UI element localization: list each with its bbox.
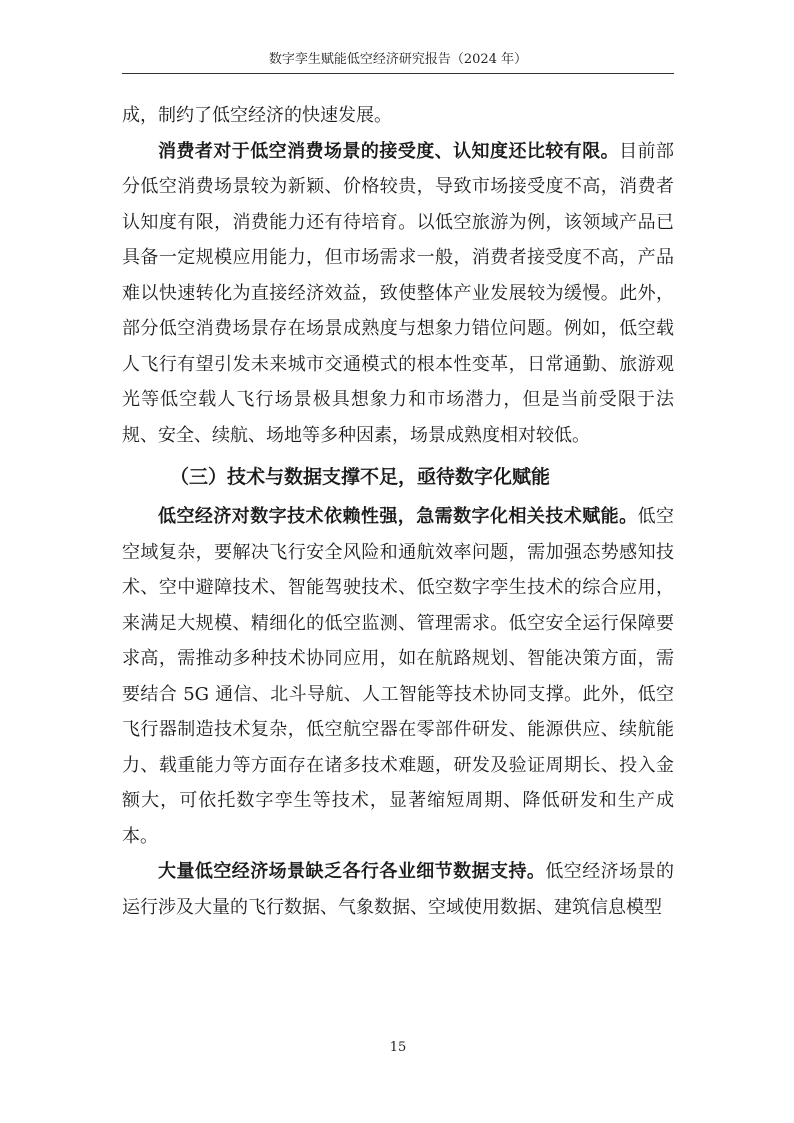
section-heading: （三）技术与数据支撑不足，亟待数字化赋能 xyxy=(170,466,551,488)
page-number: 15 xyxy=(389,1040,407,1055)
paragraph-text: 低空空域复杂，要解决飞行安全风险和通航效率问题，需加强态势感知技术、空中避障技术、智能驾驶技术、低空数字孪生技术的综合应用，来满足大规模、精细化的低空监测、管理需求。低空安全运行保障要求高，需推动多种技术协同应用，如在航路规划、智能决策方面，需要结合 5G 通信、北斗导航、人工智能等技术协同支撑。此外，低空飞行器制造技术复杂，低空航空器在零部件研发、能源供应、续航能力、载重能力等方面存在诸多技术难题，研发及验证周期长、投入金额大，可依托数字孪生等技术，显著缩短周期、降低研发和生产成本。 xyxy=(122,506,675,847)
paragraph-lead: 消费者对于低空消费场景的接受度、认知度还比较有限。 xyxy=(158,140,620,162)
paragraph-text: 目前部分低空消费场景较为新颖、价格较贵，导致市场接受度不高，消费者认知度有限，消费能力还有待培育。以低空旅游为例，该领域产品已具备一定规模应用能力，但市场需求一般，消费者接受度不高，产品难以快速转化为直接经济效益，致使整体产业发展较为缓慢。此外，部分低空消费场景存在场景成熟度与想象力错位问题。例如，低空载人飞行有望引发未来城市交通模式的根本性变革，日常通勤、旅游观光等低空载人飞行场景极具想象力和市场潜力，但是当前受限于法规、安全、续航、场地等多种因素，场景成熟度相对较低。 xyxy=(122,140,674,446)
paragraph-lead: 低空经济对数字技术依赖性强，急需数字化相关技术赋能。 xyxy=(158,506,638,527)
paragraph-text: 低空经济场景的运行涉及大量的飞行数据、气象数据、空域使用数据、建筑信息模型 xyxy=(122,861,675,918)
document-body xyxy=(122,98,674,925)
paragraph-continuation xyxy=(122,98,674,134)
running-header: 数字孪生赋能低空经济研究报告（2024 年） xyxy=(268,52,528,67)
paragraph-text: 成，制约了低空经济的快速发展。 xyxy=(122,105,392,126)
paragraph-data-support xyxy=(122,854,674,925)
paragraph-lead: 大量低空经济场景缺乏各行各业细节数据支持。 xyxy=(158,861,546,882)
header-divider xyxy=(122,73,674,74)
paragraph-consumer-acceptance xyxy=(122,134,674,454)
paragraph-digital-tech xyxy=(122,499,674,854)
